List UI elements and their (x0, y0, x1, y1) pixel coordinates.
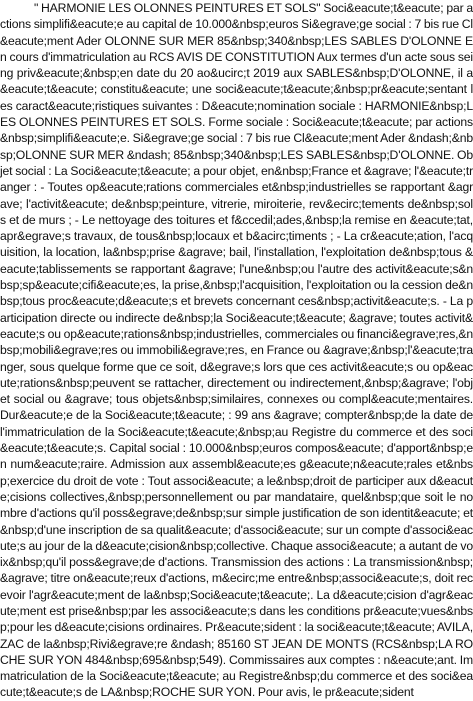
legal-notice-text: " HARMONIE LES OLONNES PEINTURES ET SOLS" Soci&eacute;t&eacute; par actions simplifi&eacute;e au capital de 10.000&nbsp;euros Si&egrave;ge social : 7 bis rue Cl&eacute;ment Ader OLONNE SUR MER 85&nbsp;340&nbsp;LES SABLES D'OLONNE En cours d'immatriculation au RCS AVIS DE CONSTITUTION Aux termes d'un acte sous seing priv&eacute;&nbsp;en date du 20 ao&ucirc;t 2019 aux SABLES&nbsp;D'OLONNE, il a &eacute;t&eacute; constitu&eacute; une soci&eacute;t&eacute;&nbsp;pr&eacute;sentant les caract&eacute;ristiques suivantes : D&eacute;nomination sociale : HARMONIE&nbsp;LES OLONNES PEINTURES ET SOLS. Forme sociale : Soci&eacute;t&eacute; par actions&nbsp;simplifi&eacute;e. Si&egrave;ge social : 7 bis rue Cl&eacute;ment Ader &ndash;&nbsp;OLONNE SUR MER &ndash; 85&nbsp;340&nbsp;LES SABLES&nbsp;D'OLONNE. Objet social : La Soci&eacute;t&eacute; a pour objet, en&nbsp;France et &agrave; l'&eacute;tranger : - Toutes op&eacute;rations commerciales et&nbsp;industrielles se rapportant &agrave; l'activit&eacute; de&nbsp;peinture, vitrerie, miroiterie, rev&ecirc;tements de&nbsp;sols et de murs ; - Le nettoyage des toitures et f&ccedil;ades,&nbsp;la remise en &eacute;tat, apr&egrave;s travaux, de tous&nbsp;locaux et b&acirc;timents ; - La cr&eacute;ation, l'acquisition, la location, la&nbsp;prise &agrave; bail, l'installation, l'exploitation de&nbsp;tous &eacute;tablissements se rapportant &agrave; l'une&nbsp;ou l'autre des activit&eacute;s&nbsp;sp&eacute;cifi&eacute;es, la prise,&nbsp;l'acquisition, l'exploitation ou la cession de&nbsp;tous proc&eacute;d&eacute;s et brevets concernant ces&nbsp;activit&eacute;s. - La participation directe ou indirecte de&nbsp;la Soci&eacute;t&eacute; &agrave; toutes activit&eacute;s ou op&eacute;rations&nbsp;industrielles, commerciales ou financi&egrave;res,&nbsp;mobili&egrave;res ou immobili&egrave;res, en France ou &agrave;&nbsp;l'&eacute;tranger, sous quelque forme que ce soit, d&egrave;s lors que ces activit&eacute;s ou op&eacute;rations&nbsp;peuvent se rattacher, directement ou indirectement,&nbsp;&agrave; l'objet social ou &agrave; tous objets&nbsp;similaires, connexes ou compl&eacute;mentaires. Dur&eacute;e de la Soci&eacute;t&eacute; : 99 ans &agrave; compter&nbsp;de la date de l'immatriculation de la Soci&eacute;t&eacute;&nbsp;au Registre du commerce et des soci&eacute;t&eacute;s. Capital social : 10.000&nbsp;euros compos&eacute; d'apport&nbsp;en num&eacute;raire. Admission aux assembl&eacute;es g&eacute;n&eacute;rales et&nbsp;exercice du droit de vote : Tout associ&eacute; a le&nbsp;droit de participer aux d&eacute;cisions collectives,&nbsp;personnellement ou par mandataire, quel&nbsp;que soit le nombre d'actions qu'il poss&egrave;de&nbsp;sur simple justification de son identit&eacute; et&nbsp;d'une inscription de sa qualit&eacute; d'associ&eacute; sur un compte d'associ&eacute;s au jour de la d&eacute;cision&nbsp;collective. Chaque associ&eacute; a autant de voix&nbsp;qu'il poss&egrave;de d'actions. Transmission des actions : La transmission&nbsp;&agrave; titre on&eacute;reux d'actions, m&ecirc;me entre&nbsp;associ&eacute;s, doit recevoir l'agr&eacute;ment de la&nbsp;Soci&eacute;t&eacute;. La d&eacute;cision d'agr&eacute;ment est prise&nbsp;par les associ&eacute;s dans les conditions pr&eacute;vues&nbsp;pour les d&eacute;cisions ordinaires. Pr&eacute;sident : la soci&eacute;t&eacute; AVILA, ZAC de la&nbsp;Rivi&egrave;re &ndash; 85160 ST JEAN DE MONTS (RCS&nbsp;LA ROCHE SUR YON 484&nbsp;695&nbsp;549). Commissaires aux comptes : n&eacute;ant. Immatriculation de la Soci&eacute;t&eacute; au Registre&nbsp;du commerce et des soci&eacute;t&eacute;s de LA&nbsp;ROCHE SUR YON. Pour avis, le pr&eacute;sident (0, 1, 473, 700)
